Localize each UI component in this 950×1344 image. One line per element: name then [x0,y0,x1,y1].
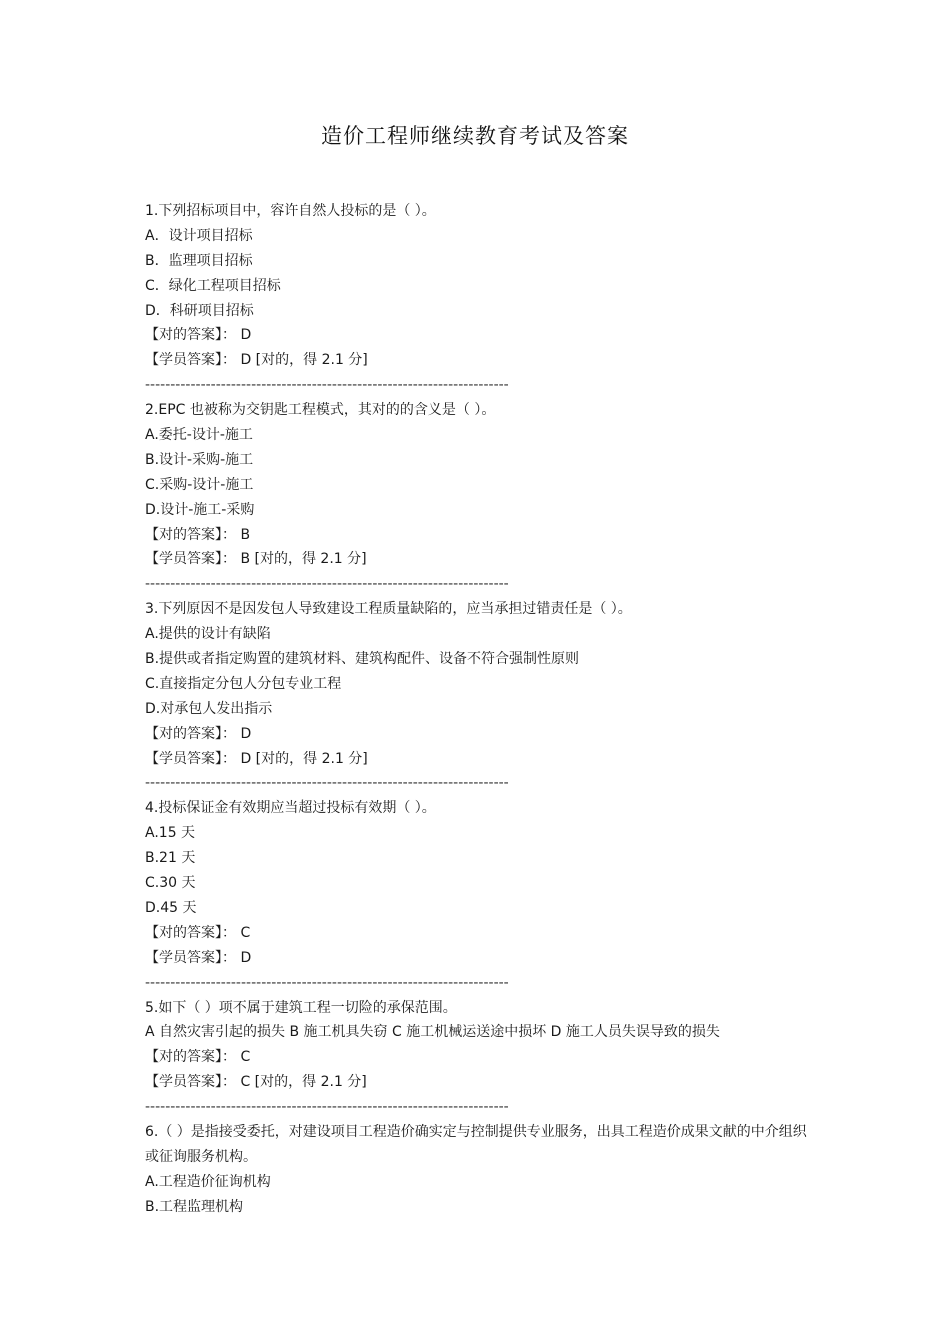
student-answer: 【学员答案】： C [对的，得 2.1 分] [145,1074,367,1091]
option-a: A.工程造价征询机构 [145,1173,271,1190]
option-b: B.提供或者指定购置的建筑材料、建筑构配件、设备不符合强制性原则 [145,651,580,668]
option-d: D.设计-施工-采购 [145,501,255,518]
separator-line: ------------------------------------------------------------------------ [145,974,509,991]
option-a: A.委托-设计-施工 [145,427,253,444]
option-d: D.对承包人发出指示 [145,700,273,717]
student-answer: 【学员答案】： D [对的，得 2.1 分] [145,750,368,767]
correct-answer: 【对的答案】： D [145,327,252,344]
option-b: B.设计-采购-施工 [145,451,254,468]
option-b: B．监理项目招标 [145,252,253,269]
question-2 [145,398,815,597]
student-answer: 【学员答案】： B [对的，得 2.1 分] [145,551,367,568]
option-c: C.直接指定分包人分包专业工程 [145,675,342,692]
question-5 [145,996,815,1120]
option-a: A.15 天 [145,825,196,842]
option-a: A．设计项目招标 [145,227,253,244]
question-stem: 1.下列招标项目中，容许自然人投标的是（ ）。 [145,203,436,219]
separator-line: ------------------------------------------------------------------------ [145,775,509,792]
correct-answer: 【对的答案】： C [145,1049,251,1066]
correct-answer: 【对的答案】： C [145,924,251,941]
question-stem: 3.下列原因不是因发包人导致建设工程质量缺陷的，应当承担过错责任是（ ）。 [145,601,632,618]
student-answer: 【学员答案】： D [145,949,252,966]
question-1 [145,199,815,398]
options-inline: A 自然灾害引起的损失 B 施工机具失窃 C 施工机械运送途中损坏 D 施工人员失误导致的损失 [145,1024,720,1041]
option-d: D.45 天 [145,899,197,916]
separator-line: ------------------------------------------------------------------------ [145,1099,509,1116]
option-b: B.21 天 [145,850,196,867]
question-6 [145,1120,815,1220]
question-stem: 5.如下（ ）项不属于建筑工程一切险的承保范围。 [145,999,457,1016]
document-body [145,199,815,1220]
option-c: C.30 天 [145,875,196,892]
correct-answer: 【对的答案】： D [145,725,252,742]
option-d: D．科研项目招标 [145,302,254,319]
question-4 [145,796,815,995]
option-c: C．绿化工程项目招标 [145,277,281,294]
option-c: C.采购-设计-施工 [145,476,254,493]
separator-line: ------------------------------------------------------------------------ [145,576,509,593]
question-stem: 6.（ ）是指接受委托，对建设项目工程造价确实定与控制提供专业服务，出具工程造价成果文献的中介组织或征询服务机构。 [145,1123,807,1165]
correct-answer: 【对的答案】： B [145,526,251,543]
option-a: A.提供的设计有缺陷 [145,626,271,643]
question-stem: 2.EPC 也被称为交钥匙工程模式，其对的的含义是（ ）。 [145,402,496,419]
separator-line: ------------------------------------------------------------------------ [145,377,509,394]
option-b: B.工程监理机构 [145,1198,244,1215]
student-answer: 【学员答案】： D [对的，得 2.1 分] [145,352,368,369]
question-stem: 4.投标保证金有效期应当超过投标有效期（ ）。 [145,800,436,817]
document-title: 造价工程师继续教育考试及答案 [321,124,629,148]
question-3 [145,597,815,796]
